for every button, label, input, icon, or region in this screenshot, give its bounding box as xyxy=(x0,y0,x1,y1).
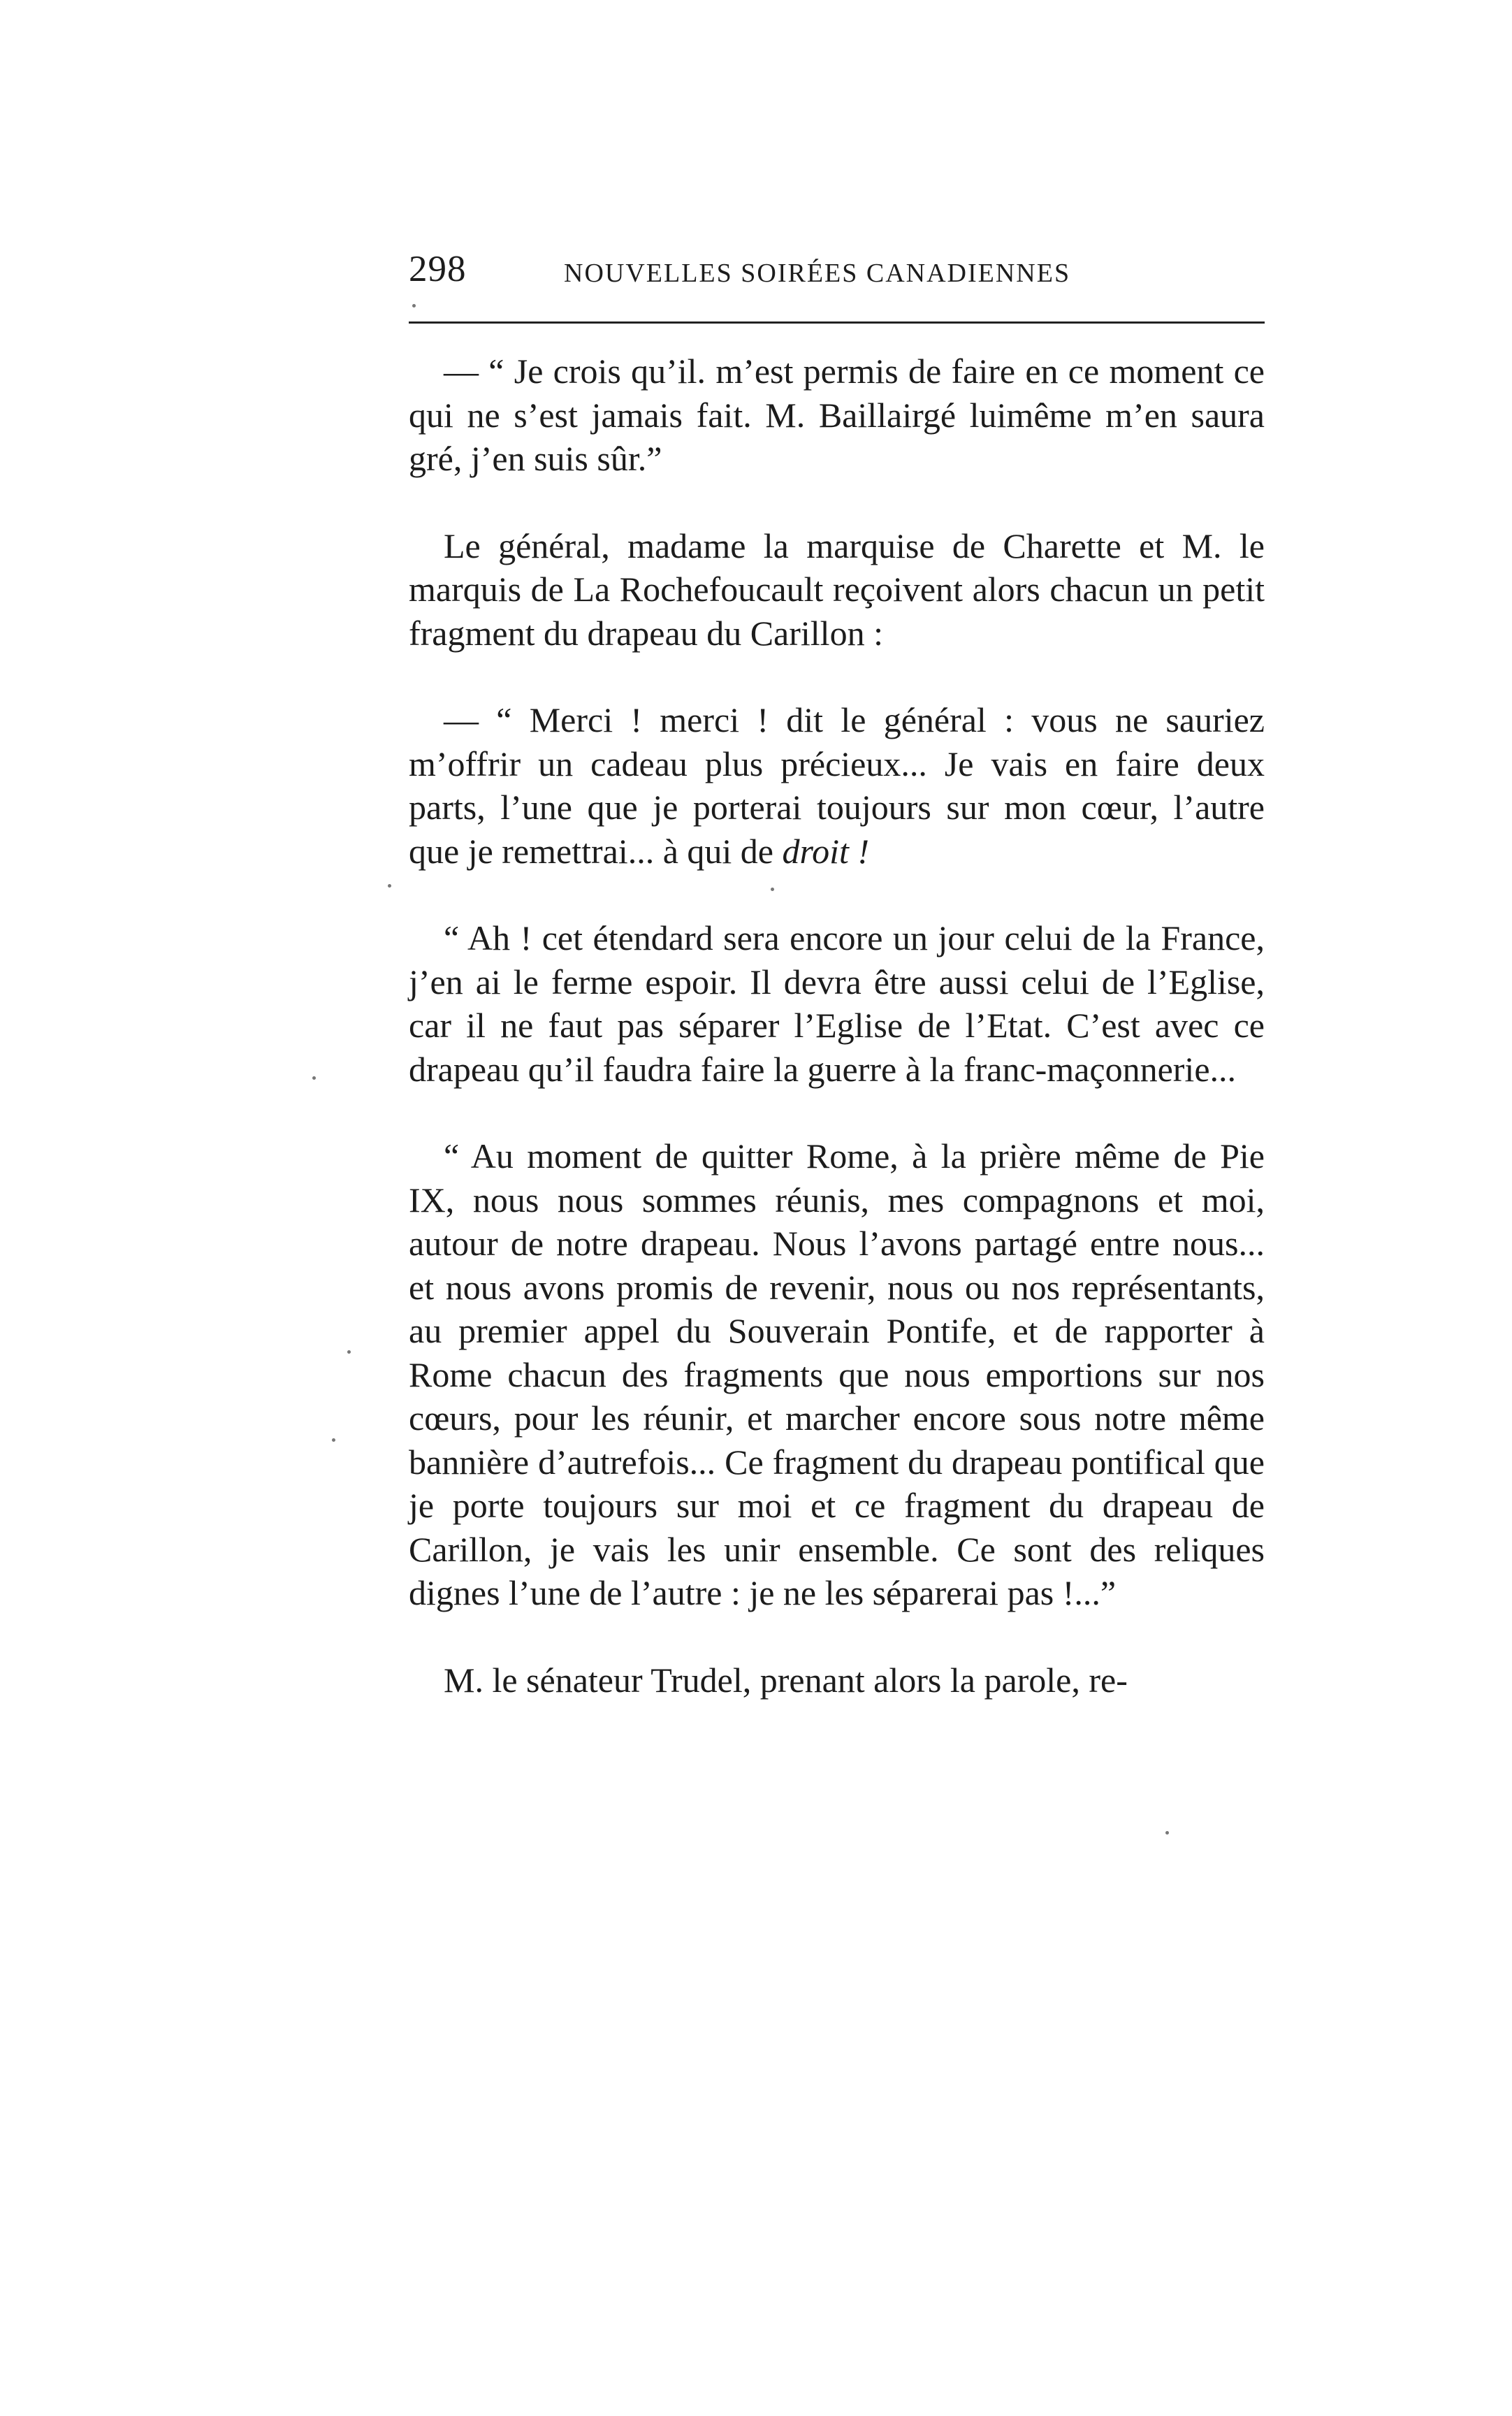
header-rule xyxy=(409,321,1265,324)
page-number: 298 xyxy=(409,249,467,289)
print-speck xyxy=(347,1350,351,1354)
print-speck xyxy=(312,1076,316,1080)
print-speck xyxy=(332,1438,335,1442)
print-speck xyxy=(1165,1831,1169,1835)
page-header xyxy=(409,241,1265,297)
paragraph-5: “ Au moment de quitter Rome, à la prière même de Pie IX, nous nous sommes réunis, mes compagnons et moi, autour de notre drapeau. Nous l’avons partagé entre nous... et nous avons promis de revenir, nous ou nos représentants, au premier appel du Souverain Pontife, et de rapporter à Rome chacun des fragments que nous emportions sur nos cœurs, pour les réunir, et marcher encore sous notre même bannière d’autrefois... Ce fragment du drapeau pontifical que je porte toujours sur moi et ce fragment du drapeau de Carillon, je vais les unir ensemble. Ce sont des reliques dignes l’une de l’autre : je ne les séparerai pas !...” xyxy=(409,1136,1265,1612)
print-speck xyxy=(412,304,416,308)
paragraph-3-emphasis: droit ! xyxy=(782,831,870,871)
paragraph-4: “ Ah ! cet étendard sera encore un jour celui de la France, j’en ai le ferme espoir. Il devra être aussi celui de l’Eglise, car il ne faut pas séparer l’Eglise de l’Etat. C’est avec ce drapeau qu’il faudra faire la guerre à la franc-maçonnerie... xyxy=(409,918,1265,1089)
paragraph-1: — “ Je crois qu’il. m’est permis de faire en ce moment ce qui ne s’est jamais fait. M. Baillairgé luimême m’en saura gré, j’en suis sûr.” xyxy=(409,352,1265,478)
paragraph-2: Le général, madame la marquise de Charette et M. le marquis de La Rochefoucault reçoivent alors chacun un petit fragment du drapeau du Carillon : xyxy=(409,526,1265,653)
paragraph-3 xyxy=(409,698,1265,873)
paragraph-6: M. le sénateur Trudel, prenant alors la parole, re- xyxy=(444,1660,1128,1700)
running-title: NOUVELLES SOIRÉES CANADIENNES xyxy=(564,259,1071,288)
print-speck xyxy=(771,888,774,891)
print-speck xyxy=(388,884,391,888)
paragraph-3-text: — “ Merci ! merci ! dit le général : vous ne sauriez m’offrir un cadeau plus précieux... Je vais en faire deux parts, l’une que je porterai toujours sur mon cœur, l’autre que je remettrai... à qui de xyxy=(409,700,1265,871)
body-text xyxy=(409,349,1265,1702)
